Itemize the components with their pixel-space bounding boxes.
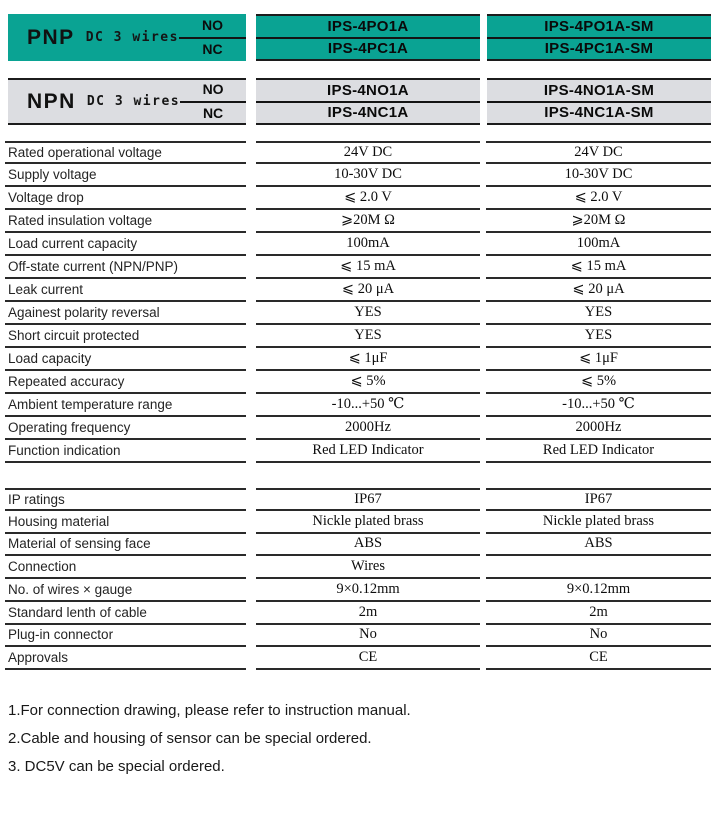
pnp-wires-label: DC 3 wires [85, 30, 179, 45]
table-row [0, 348, 719, 371]
row-value-2: ABS [486, 534, 711, 557]
row-value-2: YES [486, 302, 711, 325]
row-label: Ambient temperature range [5, 394, 246, 417]
row-value-2: CE [486, 647, 711, 670]
row-value-2: 24V DC [486, 141, 711, 164]
row-label: Load current capacity [5, 233, 246, 256]
row-value-2: 2000Hz [486, 417, 711, 440]
table-row [0, 210, 719, 233]
model-name: IPS-4NC1A-SM [544, 104, 654, 122]
row-label: Short circuit protected [5, 325, 246, 348]
row-label: Operating frequency [5, 417, 246, 440]
model-name: IPS-4PC1A-SM [544, 40, 654, 58]
row-value-1: No [256, 625, 480, 648]
npn-no-label: NO [180, 79, 246, 103]
pnp-models-block [256, 14, 480, 61]
table-row [0, 417, 719, 440]
table-row [0, 164, 719, 187]
row-label: Rated insulation voltage [5, 210, 246, 233]
row-value-1: ⩽ 2.0 V [256, 187, 480, 210]
row-value-1: YES [256, 302, 480, 325]
model-name: IPS-4PO1A [256, 16, 480, 39]
row-value-1: 9×0.12mm [256, 579, 480, 602]
pnp-type-block [8, 14, 246, 61]
row-value-2: 100mA [486, 233, 711, 256]
row-value-1: ⩾20M Ω [256, 210, 480, 233]
row-value-2: Red LED Indicator [486, 440, 711, 463]
npn-type-label: NPN [27, 89, 76, 113]
table-row [0, 141, 719, 164]
row-label: Voltage drop [5, 187, 246, 210]
row-value-1: CE [256, 647, 480, 670]
table-row [0, 511, 719, 534]
row-label: Material of sensing face [5, 534, 246, 557]
row-value-1: YES [256, 325, 480, 348]
npn-models-sm-block [487, 78, 711, 125]
row-value-2: IP67 [486, 488, 711, 511]
row-value-1: Red LED Indicator [256, 440, 480, 463]
row-value-1: Nickle plated brass [256, 511, 480, 534]
row-value-2: 10-30V DC [486, 164, 711, 187]
row-value-2 [486, 556, 711, 579]
pnp-no-nc-group [179, 15, 246, 60]
row-label: Standard lenth of cable [5, 602, 246, 625]
table-row [0, 256, 719, 279]
spec-table-section-mechanical [0, 488, 719, 670]
table-row [0, 302, 719, 325]
row-value-1: 24V DC [256, 141, 480, 164]
row-label: Function indication [5, 440, 246, 463]
model-name: IPS-4PO1A-SM [487, 16, 711, 39]
row-label: Connection [5, 556, 246, 579]
row-value-2: No [486, 625, 711, 648]
table-row [0, 579, 719, 602]
row-value-1: ⩽ 5% [256, 371, 480, 394]
table-row [0, 488, 719, 511]
row-label: Off-state current (NPN/PNP) [5, 256, 246, 279]
row-value-2: ⩽ 1μF [486, 348, 711, 371]
row-value-2: ⩽ 15 mA [486, 256, 711, 279]
row-value-1: ⩽ 20 μA [256, 279, 480, 302]
row-value-2: YES [486, 325, 711, 348]
npn-type-block [8, 78, 246, 125]
row-value-1: 2m [256, 602, 480, 625]
npn-nc-label: NC [202, 105, 224, 121]
model-name: IPS-4NO1A [256, 80, 480, 103]
table-row [0, 556, 719, 579]
row-value-2: ⩽ 20 μA [486, 279, 711, 302]
npn-no-nc-group [180, 79, 246, 124]
spec-table-section-electrical [0, 141, 719, 463]
row-value-1: 10-30V DC [256, 164, 480, 187]
row-value-1: ⩽ 15 mA [256, 256, 480, 279]
row-label: Leak current [5, 279, 246, 302]
row-label: Supply voltage [5, 164, 246, 187]
row-value-1: 100mA [256, 233, 480, 256]
pnp-nc-label: NC [202, 41, 223, 57]
npn-models-block [256, 78, 480, 125]
table-row [0, 394, 719, 417]
row-value-1: IP67 [256, 488, 480, 511]
table-row [0, 602, 719, 625]
row-value-2: 2m [486, 602, 711, 625]
row-value-2: 9×0.12mm [486, 579, 711, 602]
row-value-2: -10...+50 ℃ [486, 394, 711, 417]
table-row [0, 325, 719, 348]
pnp-type-label: PNP [27, 25, 75, 49]
row-label: Approvals [5, 647, 246, 670]
row-value-1: ⩽ 1μF [256, 348, 480, 371]
row-label: Load capacity [5, 348, 246, 371]
table-row [0, 647, 719, 670]
row-label: Housing material [5, 511, 246, 534]
table-row [0, 279, 719, 302]
pnp-no-label: NO [179, 15, 246, 39]
row-label: Rated operational voltage [5, 141, 246, 164]
row-label: Repeated accuracy [5, 371, 246, 394]
row-label: Againest polarity reversal [5, 302, 246, 325]
table-row [0, 534, 719, 557]
table-row [0, 233, 719, 256]
row-value-2: ⩽ 5% [486, 371, 711, 394]
row-value-2: Nickle plated brass [486, 511, 711, 534]
table-row [0, 625, 719, 648]
row-label: Plug-in connector [5, 625, 246, 648]
row-value-1: ABS [256, 534, 480, 557]
row-value-2: ⩽ 2.0 V [486, 187, 711, 210]
model-name: IPS-4NO1A-SM [487, 80, 711, 103]
table-row [0, 371, 719, 394]
row-label: IP ratings [5, 488, 246, 511]
row-value-2: ⩾20M Ω [486, 210, 711, 233]
footnote: 2.Cable and housing of sensor can be special ordered. [8, 730, 372, 747]
row-value-1: Wires [256, 556, 480, 579]
model-name: IPS-4PC1A [327, 40, 409, 58]
row-value-1: 2000Hz [256, 417, 480, 440]
footnote: 1.For connection drawing, please refer to instruction manual. [8, 702, 411, 719]
npn-wires-label: DC 3 wires [86, 94, 181, 109]
footnote: 3. DC5V can be special ordered. [8, 758, 225, 775]
table-row [0, 187, 719, 210]
model-name: IPS-4NC1A [327, 104, 409, 122]
row-value-1: -10...+50 ℃ [256, 394, 480, 417]
table-row [0, 440, 719, 463]
row-label: No. of wires × gauge [5, 579, 246, 602]
pnp-models-sm-block [487, 14, 711, 61]
